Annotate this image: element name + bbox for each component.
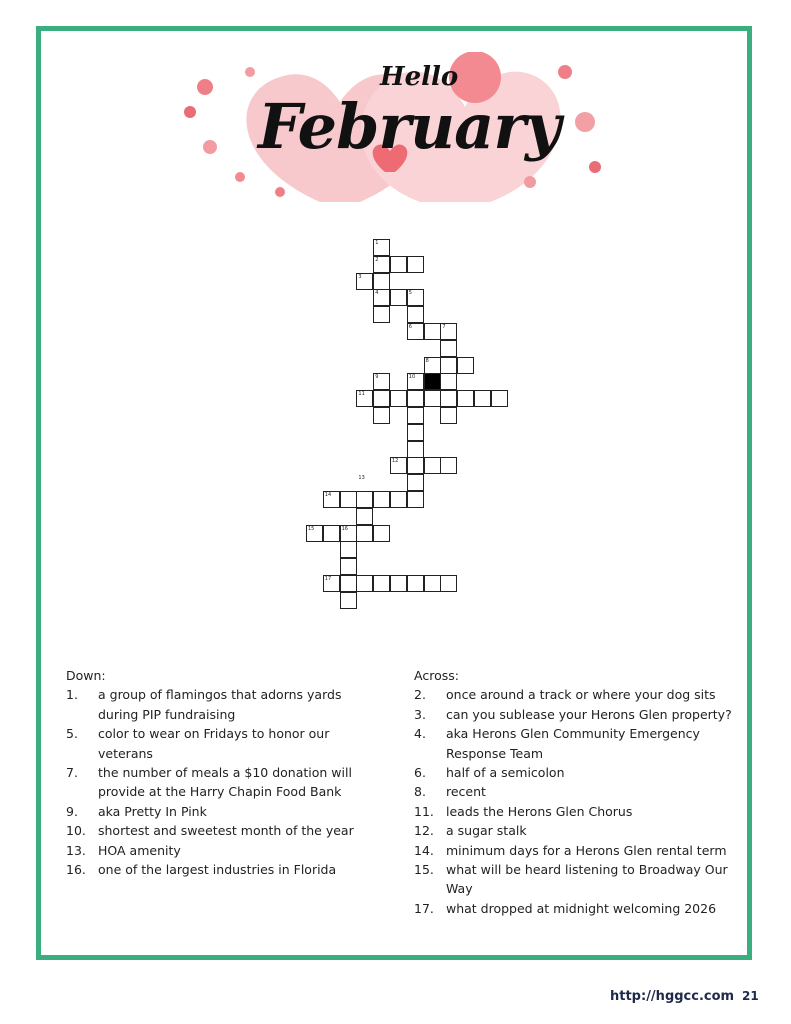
clue-number: 15. — [414, 862, 434, 878]
down-clues — [66, 666, 366, 879]
clue-text: half of a semicolon — [446, 765, 565, 781]
cell-number: 3 — [358, 273, 362, 280]
crossword-cell[interactable] — [407, 407, 424, 424]
crossword-cell[interactable] — [440, 357, 457, 374]
across-clue — [414, 685, 744, 704]
crossword-cell[interactable] — [407, 306, 424, 323]
crossword-cell[interactable] — [457, 390, 474, 407]
clue-number: 4. — [414, 726, 426, 742]
cell-number: 6 — [408, 324, 412, 330]
crossword-cell[interactable] — [424, 575, 441, 592]
crossword-cell[interactable] — [373, 575, 390, 592]
across-heading: Across: — [414, 668, 459, 683]
clue-text: a sugar stalk — [446, 823, 527, 839]
cell-number: 10 — [408, 374, 416, 381]
clue-number: 7. — [66, 765, 78, 781]
crossword-cell[interactable] — [407, 474, 424, 491]
crossword-cell[interactable] — [340, 541, 357, 558]
down-clue — [66, 860, 366, 879]
clue-text: aka Pretty In Pink — [98, 803, 207, 819]
across-clue — [414, 821, 744, 840]
crossword-cell[interactable] — [440, 340, 457, 357]
clue-text: minimum days for a Herons Glen rental term — [446, 842, 727, 858]
clue-number: 16. — [66, 862, 86, 878]
crossword-cell[interactable] — [390, 289, 407, 306]
cell-number: 4 — [375, 290, 379, 297]
cell-number: 12 — [392, 458, 399, 465]
across-clue — [414, 782, 744, 801]
clue-number: 1. — [66, 687, 78, 703]
crossword-cell[interactable] — [440, 390, 457, 407]
down-clue — [66, 724, 366, 763]
across-clue — [414, 802, 744, 821]
clue-text: what dropped at midnight welcoming 2026 — [446, 900, 717, 916]
down-clue — [66, 685, 366, 724]
footer-url[interactable]: http://hggcc.com — [610, 989, 735, 1004]
cell-number: 5 — [408, 290, 412, 297]
crossword-cell[interactable] — [424, 390, 441, 407]
page-number: 21 — [742, 989, 759, 1003]
crossword-cell[interactable] — [356, 508, 373, 525]
crossword-cell[interactable] — [440, 457, 457, 474]
across-clue — [414, 724, 744, 763]
cell-number: 13 — [358, 475, 365, 482]
crossword-cell[interactable] — [440, 407, 457, 424]
clue-number: 6. — [414, 765, 426, 781]
crossword-cell[interactable] — [323, 525, 340, 542]
across-clue — [414, 860, 744, 899]
crossword-cell[interactable] — [424, 457, 441, 474]
down-heading: Down: — [66, 668, 106, 683]
crossword-cell[interactable] — [356, 525, 373, 542]
cell-number: 15 — [308, 525, 315, 532]
crossword-cell[interactable] — [373, 306, 390, 323]
crossword-cell[interactable] — [407, 457, 424, 474]
cell-number: 9 — [375, 374, 379, 381]
cell-number: 1 — [375, 240, 379, 246]
crossword-cell[interactable] — [340, 575, 357, 592]
cell-number: 2 — [375, 256, 379, 263]
down-clue — [66, 802, 366, 821]
across-clue — [414, 899, 744, 918]
cell-number: 11 — [358, 391, 365, 398]
clue-number: 8. — [414, 784, 426, 800]
crossword-cell[interactable] — [340, 558, 357, 575]
cell-number: 17 — [324, 576, 332, 582]
crossword-cell[interactable] — [373, 273, 390, 290]
clue-number: 9. — [66, 803, 78, 819]
crossword-cell[interactable] — [373, 491, 390, 508]
crossword-cell[interactable] — [390, 390, 407, 407]
clue-text: recent — [446, 784, 486, 800]
across-clue — [414, 705, 744, 724]
clue-text: what will be heard listening to Broadway Our Way — [446, 862, 728, 897]
across-clue — [414, 841, 744, 860]
clue-number: 10. — [66, 823, 86, 839]
crossword-cell[interactable] — [424, 323, 441, 340]
crossword-cell[interactable] — [340, 491, 357, 508]
clue-text: HOA amenity — [98, 842, 181, 858]
crossword-cell[interactable] — [457, 357, 474, 374]
crossword-cell[interactable] — [407, 441, 424, 458]
crossword-cell[interactable] — [407, 390, 424, 407]
crossword-cell[interactable] — [440, 575, 457, 592]
crossword-cell[interactable] — [474, 390, 491, 407]
clue-number: 5. — [66, 726, 78, 742]
clue-number: 3. — [414, 706, 426, 722]
clue-text: a group of flamingos that adorns yards during PIP fundraising — [98, 687, 342, 722]
crossword-cell[interactable] — [340, 592, 357, 609]
clue-text: color to wear on Fridays to honor our veterans — [98, 726, 330, 761]
across-clue — [414, 763, 744, 782]
crossword-cell[interactable] — [390, 491, 407, 508]
hello-lettering: Hello — [380, 62, 459, 92]
cell-number: 14 — [324, 492, 332, 498]
clue-text: aka Herons Glen Community Emergency Response Team — [446, 726, 700, 761]
clue-text: once around a track or where your dog sits — [446, 687, 716, 703]
clue-number: 12. — [414, 823, 434, 839]
crossword-cell[interactable] — [390, 256, 407, 273]
crossword-cell[interactable] — [373, 407, 390, 424]
clue-text: shortest and sweetest month of the year — [98, 823, 354, 839]
down-clue — [66, 821, 366, 840]
crossword-cell[interactable] — [407, 424, 424, 441]
cell-number: 16 — [341, 525, 348, 532]
clue-text: one of the largest industries in Florida — [98, 862, 337, 878]
crossword-cell[interactable] — [373, 525, 390, 542]
down-clue — [66, 763, 366, 802]
crossword-cell[interactable] — [407, 575, 424, 592]
clue-text: can you sublease your Herons Glen property? — [446, 706, 732, 722]
across-clues — [414, 666, 744, 918]
crossword-cell[interactable] — [356, 575, 373, 592]
crossword-cell[interactable] — [407, 491, 424, 508]
crossword-cell[interactable] — [373, 390, 390, 407]
crossword-cell[interactable] — [424, 373, 441, 390]
clue-text: leads the Herons Glen Chorus — [446, 803, 633, 819]
crossword-cell[interactable] — [491, 390, 508, 407]
clue-number: 14. — [414, 842, 434, 858]
crossword-cell[interactable] — [356, 491, 373, 508]
crossword-cell[interactable] — [440, 373, 457, 390]
down-clue — [66, 841, 366, 860]
clue-number: 2. — [414, 687, 426, 703]
clue-number: 13. — [66, 842, 86, 858]
february-lettering: February — [258, 90, 561, 163]
clue-number: 11. — [414, 803, 434, 819]
cell-number: 7 — [442, 324, 446, 330]
crossword-cell[interactable] — [407, 256, 424, 273]
crossword-cell[interactable] — [390, 575, 407, 592]
cell-number: 8 — [425, 357, 429, 364]
clue-number: 17. — [414, 900, 434, 916]
clue-text: the number of meals a $10 donation will provide at the Harry Chapin Food Bank — [98, 765, 352, 800]
